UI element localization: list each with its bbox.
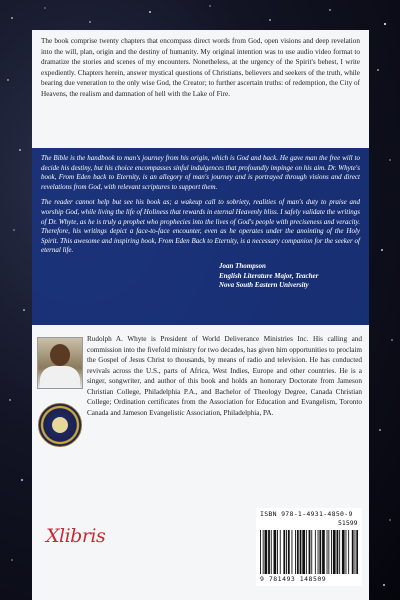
price-code: 51599	[338, 519, 358, 527]
author-bio: Rudolph A. Whyte is President of World Deliverance Ministries Inc. His calling and commission into the fivefold ministry for two decades, has given him opportunities to proclaim the Gospel of Jesus Christ to thousands, by means of radio and television. He has conducted revivals across the U.S., parts of Africa, West Indies, Europe and other countries. He is a singer, songwriter, and author of this book and holds an honorary Doctorate from Jameson Christian College, Philadelphia P.A., and Bachelor of Theology Degree, Canada Christian College; Ordination certificates from the Association for Education and Evangelism, Toronto Canada and Jameson Evangelistic Association, Philadelphia, PA.	[87, 335, 362, 417]
author-panel	[32, 325, 369, 600]
publisher-logo: Xlibris	[46, 525, 106, 547]
isbn-digits: 9 781493 148509	[260, 575, 327, 583]
isbn-barcode	[256, 508, 362, 586]
ministry-seal-icon	[38, 403, 82, 447]
author-photo	[37, 337, 83, 389]
barcode-bars	[260, 530, 358, 574]
testimonial-paragraph-1: The Bible is the handbook to man's journey from his origin, which is God and back. He gave man the free will to decide his destiny, but his choice encompasses sinful indulgences that profoundly impinge on his aim. Dr. Whyte's book, From Eden back to Eternity, is an allegory of man's journey and is portrayed through visions and direct revelations from God, with relevant scriptures to support them.	[41, 154, 360, 191]
isbn-label: ISBN 978-1-4931-4850-9	[260, 510, 353, 518]
testimonial-author-name: Joan Thompson	[219, 261, 266, 270]
testimonial-paragraph-2: The reader cannot help but see his book as; a wakeup call to sobriety, realities of man's duty to praise and worship God, while living the life of Holiness that rewards in eternal Heavenly bliss. I safely validate the writings of Dr. Whyte, as he is truly a prophet who prophecies into the lives of God's people with preciseness and veracity. Therefore, his writings depict a face-to-face encounter, even as he operates under the anointing of the Holy Spirit. This awesome and inspiring book, From Eden Back to Eternity, is a necessary companion for the seeker of eternal life.	[41, 198, 360, 255]
testimonial-author-title: English Literature Major, Teacher	[219, 271, 319, 280]
testimonial-author-org: Nova South Eastern University	[219, 281, 309, 290]
testimonial-panel	[32, 148, 369, 325]
synopsis-text: The book comprise twenty chapters that encompass direct words from God, open visions and deep revelation into the will, plan, origin and the destiny of humanity. My original intention was to use audio video format to dramatize the stories and scenes of my encounters. Nonetheless, at the urgency of the Spirit's behest, I write expediently. Chapters herein, answer mystical questions of Christians, believers and seekers of the truth, while bearing due veneration to the only wise God, the Creator; to further ascertain truths: of redemption, the City of Heavens, the realism and damnation of hell with the Lake of Fire.	[41, 37, 360, 98]
synopsis-panel	[32, 30, 369, 148]
testimonial-signature	[219, 262, 360, 291]
